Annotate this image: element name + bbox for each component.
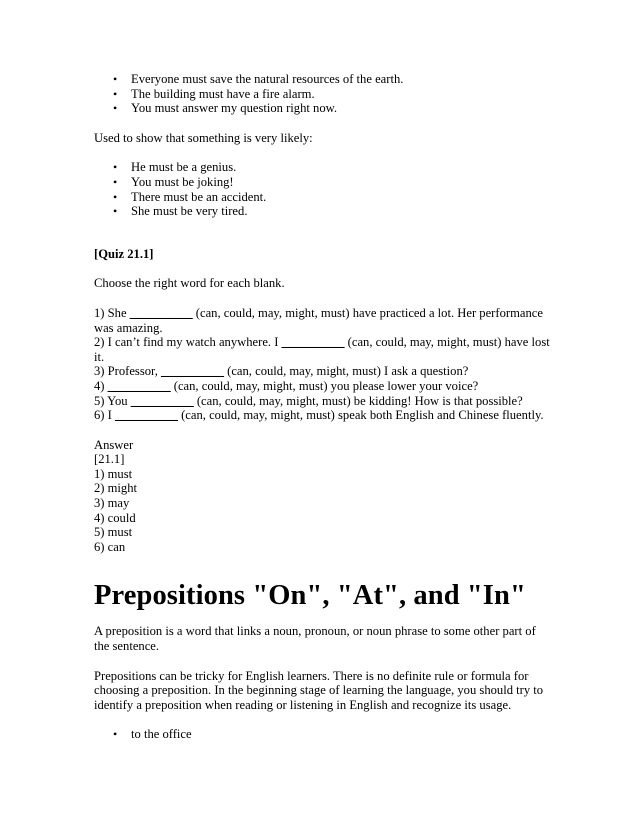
section-paragraph: Prepositions can be tricky for English learners. There is no definite rule or formula for choosing a preposition. In the beginning stage of learning the language, you should try to identify a preposition when reading or listening in English and recognize its usage. xyxy=(94,668,544,712)
quiz-question: 2) I can’t find my watch anywhere. I __________ (can, could, may, might, must) have lost it. xyxy=(94,335,550,364)
answer-blank: __________ xyxy=(114,408,178,423)
answer-item: 6) can xyxy=(94,539,126,554)
list-item: • You must answer my question right now. xyxy=(94,101,554,116)
likely-list xyxy=(94,160,554,218)
answer-item: 3) may xyxy=(94,496,130,511)
quiz-question: 3) Professor, __________ (can, could, may, might, must) I ask a question? xyxy=(94,364,469,379)
quiz-instruction: Choose the right word for each blank. xyxy=(94,276,285,291)
likely-intro: Used to show that something is very likely: xyxy=(94,130,313,145)
list-item: • There must be an accident. xyxy=(94,190,554,205)
answer-item: 5) must xyxy=(94,525,133,540)
answer-item: 2) might xyxy=(94,481,138,496)
list-item: • He must be a genius. xyxy=(94,160,554,175)
answer-blank: __________ xyxy=(107,378,171,393)
answer-blank: __________ xyxy=(281,335,345,350)
quiz-question: 6) I __________ (can, could, may, might, must) speak both English and Chinese fluently. xyxy=(94,408,544,423)
examples-list xyxy=(94,727,554,742)
obligation-list xyxy=(94,72,554,116)
quiz-question: 1) She __________ (can, could, may, might, must) have practiced a lot. Her performance was amazing. xyxy=(94,305,543,335)
answer-label: Answer xyxy=(94,437,134,452)
answer-item: 1) must xyxy=(94,466,133,481)
document-page xyxy=(94,72,554,742)
list-item: • Everyone must save the natural resources of the earth. xyxy=(94,72,554,87)
list-item: • You must be joking! xyxy=(94,175,554,190)
answer-item: 4) could xyxy=(94,510,136,525)
quiz-title: [Quiz 21.1] xyxy=(94,246,154,261)
answer-blank: __________ xyxy=(130,393,194,408)
answer-blank: __________ xyxy=(161,364,224,379)
answer-ref: [21.1] xyxy=(94,452,125,467)
answer-blank: __________ xyxy=(129,305,193,320)
list-item: • to the office xyxy=(94,727,554,742)
section-heading: Prepositions "On", "At", and "In" xyxy=(94,580,526,612)
answer-block xyxy=(94,438,554,555)
list-item: • She must be very tired. xyxy=(94,204,554,219)
quiz-questions xyxy=(94,306,554,423)
quiz-question: 5) You __________ (can, could, may, might, must) be kidding! How is that possible? xyxy=(94,393,523,408)
list-item: • The building must have a fire alarm. xyxy=(94,87,554,102)
quiz-question: 4) __________ (can, could, may, might, must) you please lower your voice? xyxy=(94,378,479,393)
section-paragraph: A preposition is a word that links a noun, pronoun, or noun phrase to some other part of the sentence. xyxy=(94,624,536,654)
